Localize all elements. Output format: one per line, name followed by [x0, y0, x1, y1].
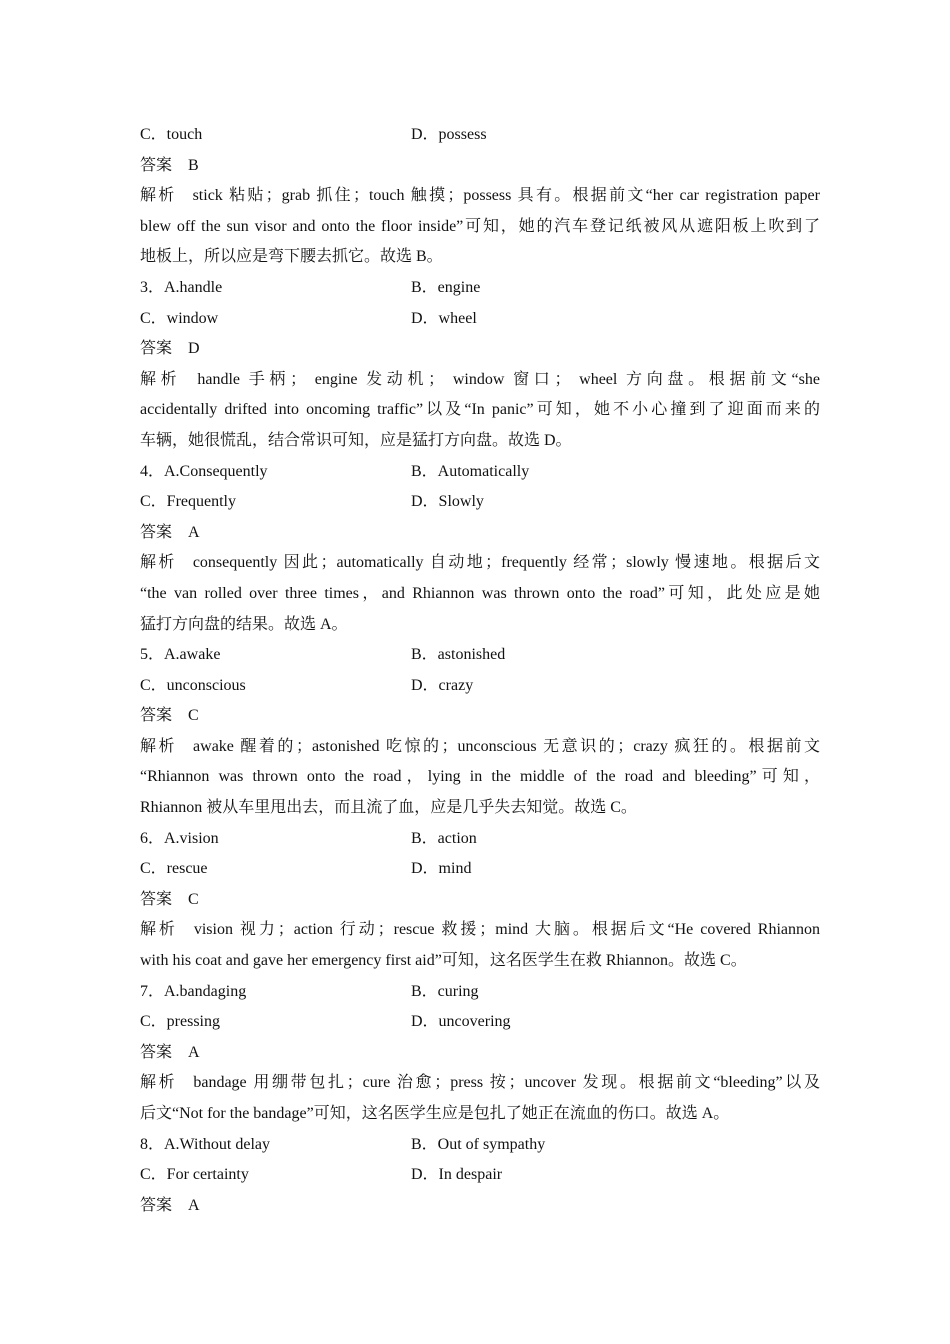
option-a: 6．A.vision	[140, 829, 219, 847]
explanation-line: 地板上，所以应是弯下腰去抓它。故选 B。	[140, 248, 443, 266]
option-row	[140, 977, 820, 1008]
option-b: B．curing	[411, 982, 479, 1000]
option-c: C．Frequently	[140, 493, 236, 511]
explanation-line	[140, 1068, 820, 1099]
option-d: D．crazy	[411, 676, 474, 694]
explanation-label: 解析	[140, 554, 177, 572]
option-c: C．unconscious	[140, 676, 246, 694]
option-row	[140, 824, 820, 855]
option-a: 4．A.Consequently	[140, 462, 268, 480]
option-row	[140, 273, 820, 304]
option-a: 7．A.bandaging	[140, 982, 247, 1000]
option-a: 5．A.awake	[140, 646, 221, 664]
explanation-text: handle 手柄； engine 发动机； window 窗口； wheel 方向盘。根据前文“she	[197, 370, 820, 388]
option-d: D．In despair	[411, 1166, 503, 1184]
explanation-line: “the van rolled over three times，and Rhiannon was thrown onto the road”可知，此处应是她	[140, 584, 820, 602]
option-b: B．Out of sympathy	[411, 1135, 546, 1153]
answer-label: 答案	[140, 156, 173, 174]
explanation-line	[140, 181, 820, 212]
option-a: 3．A.handle	[140, 278, 223, 296]
answer-label: 答案	[140, 1043, 173, 1061]
explanation-label: 解析	[140, 921, 178, 939]
explanation-text: bandage 用绷带包扎；cure 治愈；press 按；uncover 发现。根据前文“bleeding”以及	[193, 1074, 820, 1092]
option-c: C．touch	[140, 126, 203, 143]
option-b: B．engine	[411, 278, 481, 296]
document-page	[140, 120, 820, 1221]
explanation-line: with his coat and gave her emergency first aid”可知，这名医学生在救 Rhiannon。故选 C。	[140, 952, 747, 970]
answer-value: C	[188, 707, 199, 725]
answer-label: 答案	[140, 340, 173, 358]
answer-label: 答案	[140, 890, 173, 908]
explanation-line: Rhiannon 被从车里甩出去，而且流了血，应是几乎失去知觉。故选 C。	[140, 799, 637, 817]
option-a: 8．A.Without delay	[140, 1135, 271, 1153]
option-d: D．Slowly	[411, 493, 484, 511]
option-b: B．Automatically	[411, 462, 530, 480]
option-b: B．astonished	[411, 646, 506, 664]
answer-line	[140, 151, 820, 182]
option-row	[140, 304, 820, 335]
answer-value: A	[188, 1043, 200, 1061]
explanation-label: 解析	[140, 187, 177, 205]
answer-label: 答案	[140, 707, 173, 725]
explanation-line: blew off the sun visor and onto the floor inside”可知，她的汽车登记纸被风从遮阳板上吹到了	[140, 217, 820, 235]
answer-line	[140, 334, 820, 365]
option-row	[140, 640, 820, 671]
explanation-text: awake 醒着的；astonished 吃惊的；unconscious 无意识的；crazy 疯狂的。根据前文	[193, 737, 820, 755]
answer-value: B	[188, 156, 199, 174]
option-row	[140, 671, 820, 702]
explanation-text: stick 粘贴；grab 抓住；touch 触摸；possess 具有。根据前文“her car registration paper	[192, 187, 820, 205]
answer-value: A	[188, 1196, 200, 1214]
explanation-line: “Rhiannon was thrown onto the road，lying in the middle of the road and bleeding”可知，	[140, 768, 820, 786]
explanation-line	[140, 548, 820, 579]
explanation-line: 后文“Not for the bandage”可知，这名医学生应是包扎了她正在流血的伤口。故选 A。	[140, 1105, 730, 1122]
explanation-label: 解析	[140, 1074, 178, 1092]
option-row	[140, 854, 820, 885]
answer-value: D	[188, 340, 200, 358]
option-d: D．wheel	[411, 309, 477, 327]
explanation-label: 解析	[140, 370, 182, 388]
explanation-line: accidentally drifted into oncoming traffic”以及“In panic”可知，她不小心撞到了迎面而来的	[140, 401, 820, 419]
explanation-text: vision 视力；action 行动；rescue 救援；mind 大脑。根据后文“He covered Rhiannon	[193, 921, 820, 939]
option-d: D．possess	[411, 126, 487, 143]
answer-value: C	[188, 890, 199, 908]
answer-line	[140, 518, 820, 549]
explanation-line: 猛打方向盘的结果。故选 A。	[140, 615, 348, 633]
option-row	[140, 1130, 820, 1161]
option-row	[140, 487, 820, 518]
option-c: C．For certainty	[140, 1166, 249, 1184]
option-row	[140, 1160, 820, 1191]
option-d: D．mind	[411, 860, 472, 878]
answer-label: 答案	[140, 523, 173, 541]
option-row	[140, 457, 820, 488]
answer-value: A	[188, 523, 200, 541]
explanation-text: consequently 因此；automatically 自动地；frequently 经常；slowly 慢速地。根据后文	[192, 554, 820, 572]
answer-label: 答案	[140, 1196, 173, 1214]
option-row	[140, 1007, 820, 1038]
explanation-line	[140, 365, 820, 396]
option-c: C．rescue	[140, 860, 208, 878]
option-c: C．window	[140, 309, 219, 327]
option-c: C．pressing	[140, 1013, 221, 1031]
answer-line	[140, 1038, 820, 1069]
answer-line	[140, 1191, 820, 1222]
option-d: D．uncovering	[411, 1013, 511, 1031]
explanation-line: 车辆，她很慌乱，结合常识可知，应是猛打方向盘。故选 D。	[140, 431, 572, 449]
explanation-line	[140, 732, 820, 763]
option-b: B．action	[411, 829, 477, 847]
explanation-label: 解析	[140, 737, 178, 755]
explanation-line	[140, 915, 820, 946]
answer-line	[140, 885, 820, 916]
answer-line	[140, 701, 820, 732]
option-row	[140, 120, 820, 151]
